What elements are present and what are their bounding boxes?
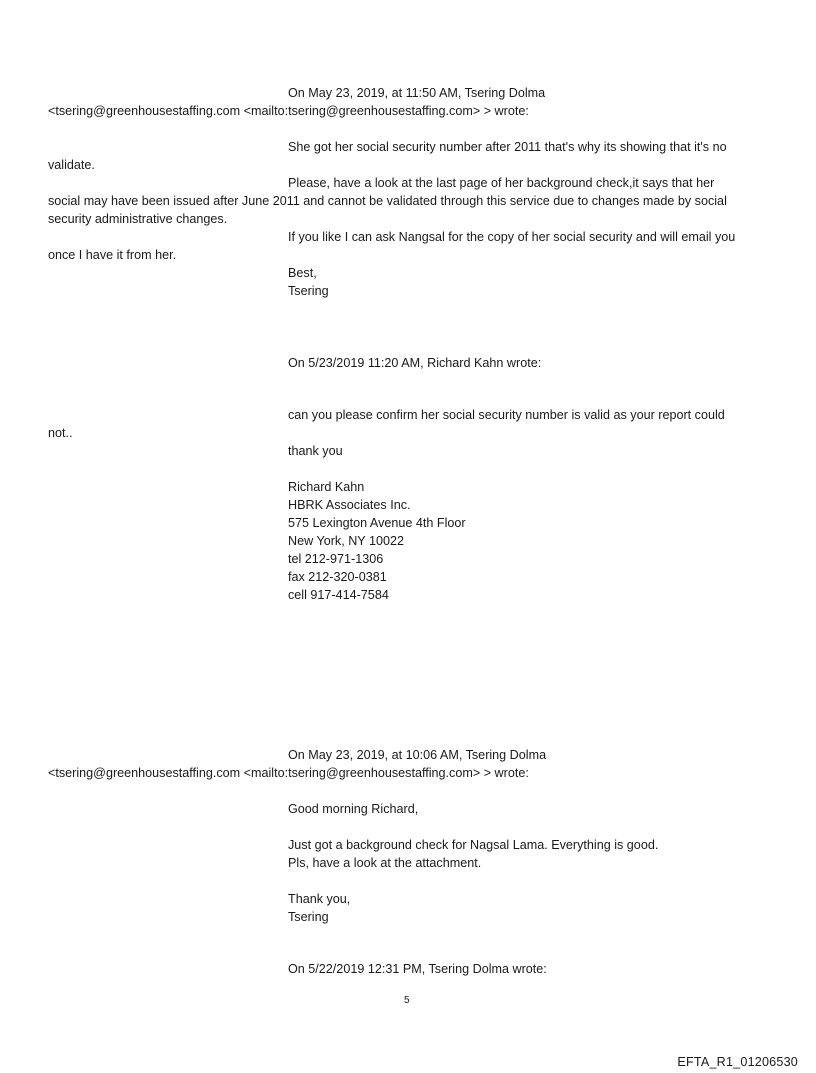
- email2-signature-tel: tel 212-971-1306: [288, 552, 384, 566]
- email4-header: On 5/22/2019 12:31 PM, Tsering Dolma wrote:: [288, 962, 547, 976]
- email1-paragraph1-line2: validate.: [48, 158, 95, 172]
- email1-signature: Tsering: [288, 284, 329, 298]
- email2-body-line2: not..: [48, 426, 73, 440]
- email3-body-line2: Pls, have a look at the attachment.: [288, 856, 482, 870]
- email1-paragraph2-line3: security administrative changes.: [48, 212, 228, 226]
- email2-signature-address: 575 Lexington Avenue 4th Floor: [288, 516, 466, 530]
- email2-signature-city: New York, NY 10022: [288, 534, 404, 548]
- email1-header-line2: <tsering@greenhousestaffing.com <mailto:tsering@greenhousestaffing.com> > wrote:: [48, 104, 529, 118]
- email1-paragraph3-line1: If you like I can ask Nangsal for the copy of her social security and will email you: [288, 230, 736, 244]
- page-number: 5: [404, 995, 410, 1006]
- email3-header-line1: On May 23, 2019, at 10:06 AM, Tsering Dolma: [288, 748, 547, 762]
- email1-paragraph1-line1: She got her social security number after 2011 that's why its showing that it's no: [288, 140, 727, 154]
- email3-greeting: Good morning Richard,: [288, 802, 419, 816]
- email2-signature-cell: cell 917-414-7584: [288, 588, 389, 602]
- email1-paragraph2-line1: Please, have a look at the last page of her background check,it says that her: [288, 176, 715, 190]
- email1-header-line1: On May 23, 2019, at 11:50 AM, Tsering Dolma: [288, 86, 546, 100]
- email2-thanks: thank you: [288, 444, 343, 458]
- email3-signature: Tsering: [288, 910, 329, 924]
- email2-signature-company: HBRK Associates Inc.: [288, 498, 411, 512]
- email1-paragraph3-line2: once I have it from her.: [48, 248, 177, 262]
- document-id: EFTA_R1_01206530: [677, 1055, 798, 1069]
- email2-signature-fax: fax 212-320-0381: [288, 570, 387, 584]
- email1-paragraph2-line2: social may have been issued after June 2011 and cannot be validated through this service due to changes made by social: [48, 194, 727, 208]
- email3-closing: Thank you,: [288, 892, 351, 906]
- email2-body-line1: can you please confirm her social security number is valid as your report could: [288, 408, 725, 422]
- email2-signature-name: Richard Kahn: [288, 480, 365, 494]
- email1-closing: Best,: [288, 266, 317, 280]
- email3-body-line1: Just got a background check for Nagsal Lama. Everything is good.: [288, 838, 659, 852]
- email3-header-line2: <tsering@greenhousestaffing.com <mailto:tsering@greenhousestaffing.com> > wrote:: [48, 766, 529, 780]
- email2-header: On 5/23/2019 11:20 AM, Richard Kahn wrote:: [288, 356, 542, 370]
